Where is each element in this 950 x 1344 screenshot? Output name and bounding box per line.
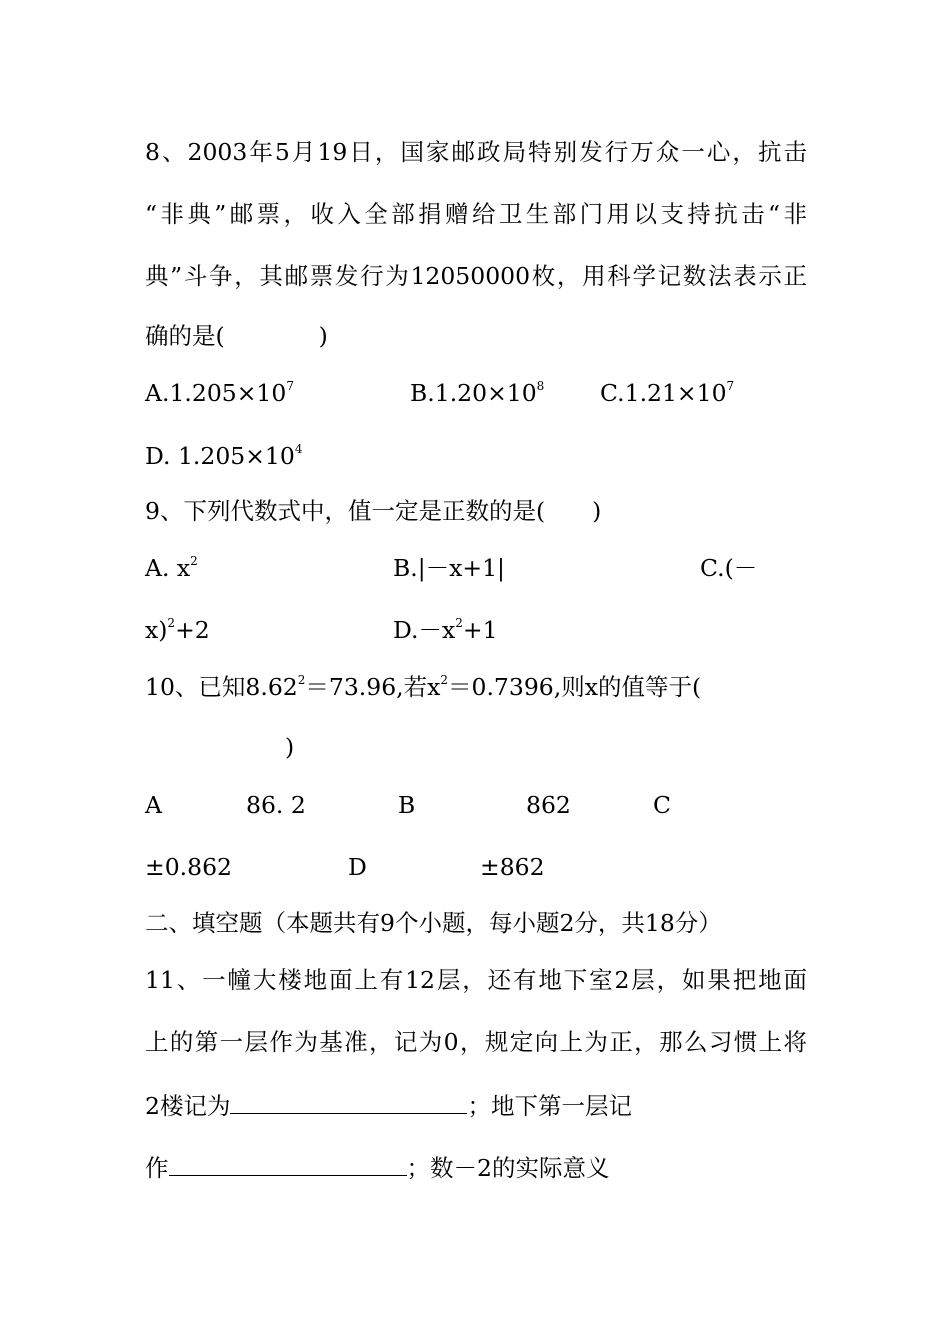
q9-option-a: A. $x^2$ xyxy=(145,554,198,582)
answer-blank-1[interactable] xyxy=(230,1089,467,1114)
q10-stem-close-paren: ) xyxy=(285,733,295,761)
q10-option-a-label: A xyxy=(145,791,162,819)
q10-option-b-value: 862 xyxy=(526,791,571,819)
q10-option-d-label: D xyxy=(348,853,367,881)
q8-line-2: “非典”邮票，收入全部捐赠给卫生部门用以支持抗击“非 xyxy=(145,200,807,228)
q9-stem: 9、下列代数式中，值一定是正数的是( ) xyxy=(145,497,602,525)
q10-option-a-value: 86. 2 xyxy=(246,791,306,819)
q8-option-b: $B.1.20\times 10^8$ xyxy=(410,379,545,407)
q8-line-3: 典”斗争，其邮票发行为12050000枚，用科学记数法表示正 xyxy=(145,262,807,290)
q10-option-c-label: C xyxy=(653,791,671,819)
q9-option-b: B.|－x+1| xyxy=(393,554,505,582)
q9-option-c-part-1: C.(－ xyxy=(700,554,758,582)
q10-option-c-value: ±0.862 xyxy=(145,853,232,881)
q10-stem: 10、已知$8.62^2=73.96$,若$x^2=0.7396$,则x的值等于( xyxy=(145,673,702,701)
answer-blank-2[interactable] xyxy=(169,1151,407,1176)
q11-line-3: 2楼记为 ；地下第一层记 xyxy=(145,1089,632,1121)
q9-option-d: $D.-x^2+1$ xyxy=(393,616,498,644)
q11-line-1: 11、一幢大楼地面上有12层，还有地下室2层，如果把地面 xyxy=(145,966,807,994)
q8-option-a: $A.1.205\times 10^7$ xyxy=(145,379,294,407)
q8-option-d: D. $1.205\times 10^4$ xyxy=(145,442,303,470)
q8-line-4: 确的是( ) xyxy=(145,322,328,350)
section-2-title: 二、填空题（本题共有9个小题，每小题2分，共18分） xyxy=(145,909,722,937)
q9-option-c-part-2: x)$^2$+2 xyxy=(145,616,210,644)
q8-line-1: 8、2003年5月19日，国家邮政局特别发行万众一心，抗击 xyxy=(145,138,807,166)
q11-line-4: 作 ；数－2的实际意义 xyxy=(145,1151,609,1183)
q10-option-b-label: B xyxy=(398,791,416,819)
q11-line-2: 上的第一层作为基准，记为0，规定向上为正，那么习惯上将 xyxy=(145,1028,807,1056)
q10-option-d-value: ±862 xyxy=(480,853,545,881)
q8-option-c: $C.1.21\times 10^7$ xyxy=(600,379,735,407)
